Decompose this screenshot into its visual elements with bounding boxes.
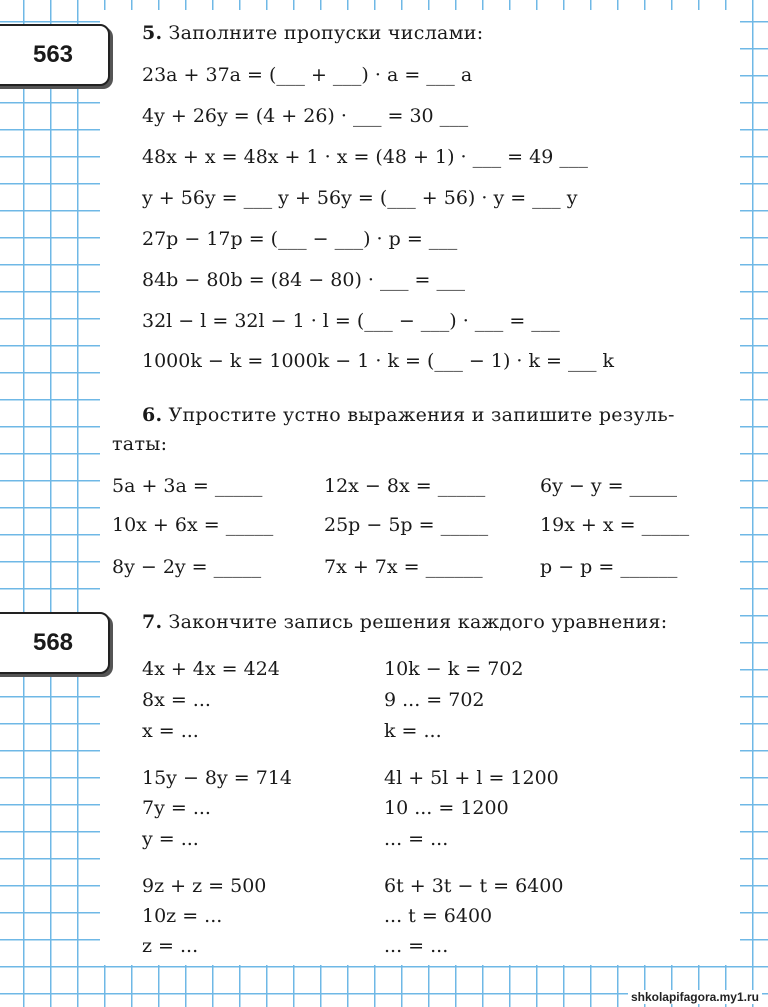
task5-heading [142,22,483,44]
task5-line: 84b − 80b = (84 − 80) · ___ = ___ [142,269,465,291]
equation-line: k = ... [384,720,442,742]
task6-expression: 10x + 6x = _____ [112,514,274,536]
equation-line: y = ... [142,828,199,850]
equation-line: 6t + 3t − t = 6400 [384,875,564,897]
task5-line: 27p − 17p = (___ − ___) · p = ___ [142,228,458,250]
task6-expression: 12x − 8x = _____ [324,475,486,497]
equation-line: ... = ... [384,828,449,850]
task-title: Упростите устно выражения и запишите резуль- [168,404,675,426]
task-number: 7. [142,611,163,633]
task-title: Заполните пропуски числами: [168,22,484,44]
equation-line: x = ... [142,720,199,742]
equation-line: 8x = ... [142,689,211,711]
equation-line: 7y = ... [142,797,211,819]
watermark: shkolapifagora.my1.ru [628,990,762,1004]
badge-number: 563 [32,41,74,68]
badge-number: 568 [32,629,74,656]
equation-line: 4x + 4x = 424 [142,658,280,680]
task6-heading [142,404,675,426]
equation-line: 10 ... = 1200 [384,797,509,819]
task6-expression: 7x + 7x = ______ [324,556,483,578]
task-number: 6. [142,404,163,426]
equation-line: z = ... [142,935,199,957]
task-title: Закончите запись решения каждого уравнения: [168,611,668,633]
equation-line: ... = ... [384,935,449,957]
exercise-badge-568 [0,612,110,674]
equation-line: 4l + 5l + l = 1200 [384,767,559,789]
task5-line: 23a + 37a = (___ + ___) · a = ___ a [142,64,473,86]
task6-expression: 5a + 3a = _____ [112,475,263,497]
task5-line: y + 56y = ___ y + 56y = (___ + 56) · y = ___ y [142,187,578,209]
task6-expression: 6y − y = _____ [540,475,678,497]
task6-heading-cont: таты: [112,433,168,455]
equation-line: 9z + z = 500 [142,875,267,897]
equation-line: 15y − 8y = 714 [142,767,292,789]
task6-expression: 8y − 2y = _____ [112,556,262,578]
task-number: 5. [142,22,163,44]
task6-expression: 19x + x = _____ [540,514,690,536]
task6-expression: p − p = ______ [540,556,678,578]
task7-heading [142,611,667,633]
exercise-badge-563 [0,24,110,86]
task5-line: 32l − l = 32l − 1 · l = (___ − ___) · ___ = ___ [142,310,560,332]
equation-line: ... t = 6400 [384,905,493,927]
task6-expression: 25p − 5p = _____ [324,514,489,536]
equation-line: 9 ... = 702 [384,689,485,711]
task5-line: 48x + x = 48x + 1 · x = (48 + 1) · ___ = 49 ___ [142,146,588,168]
equation-line: 10z = ... [142,905,223,927]
task5-line: 4y + 26y = (4 + 26) · ___ = 30 ___ [142,105,469,127]
task5-line: 1000k − k = 1000k − 1 · k = (___ − 1) · k = ___ k [142,350,615,372]
equation-line: 10k − k = 702 [384,658,524,680]
